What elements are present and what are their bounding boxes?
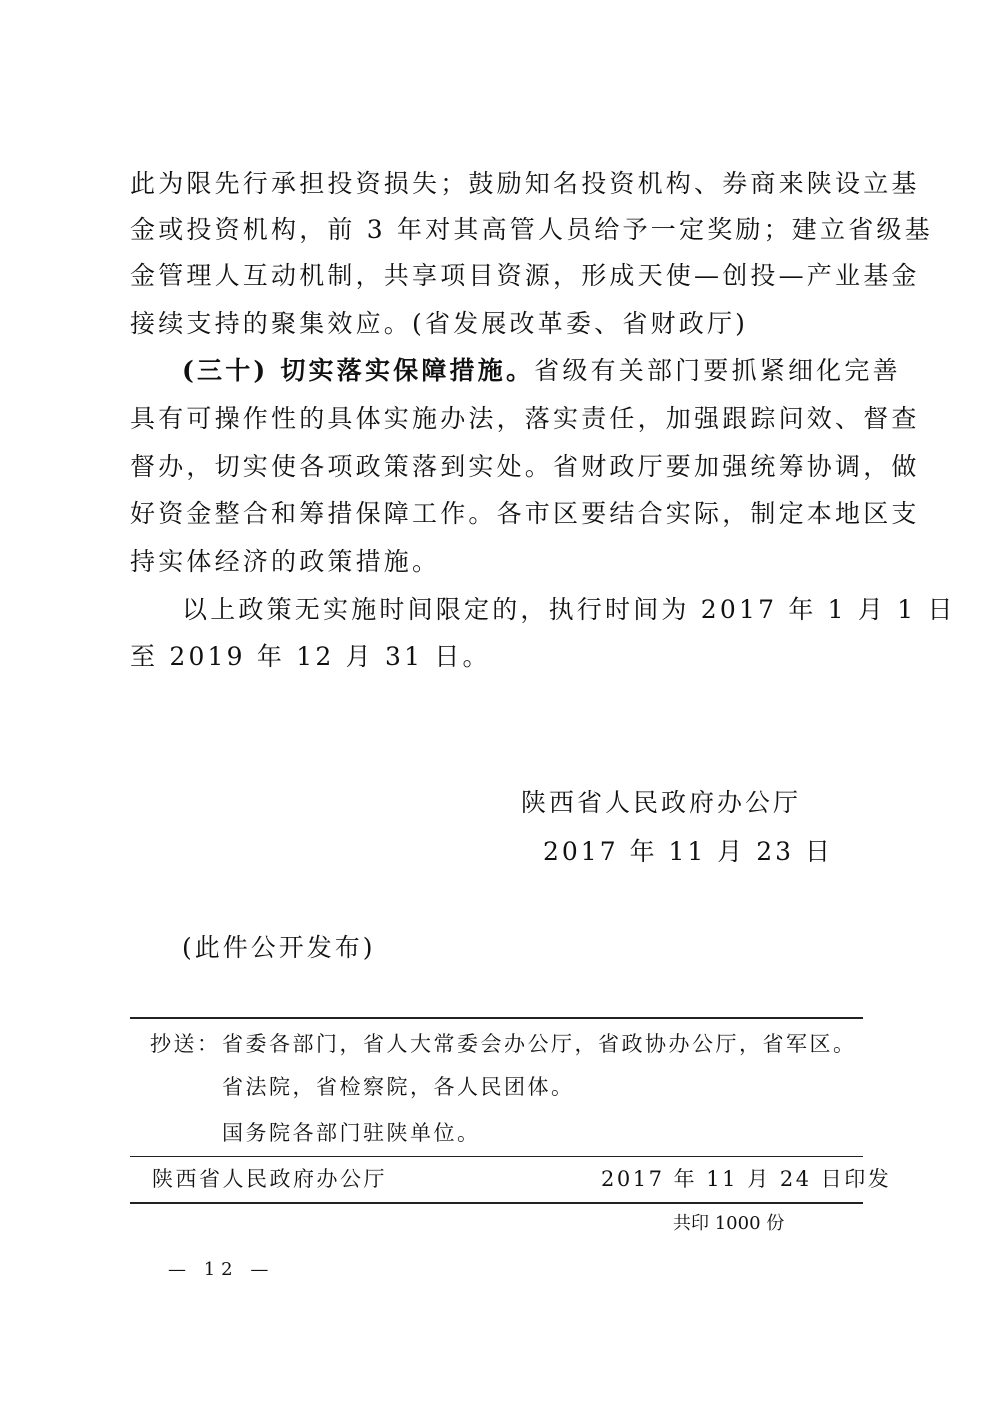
footer-copies: 共印 1000 份 [673,1213,785,1234]
section-30-line-4: 好资金整合和筹措保障工作。各市区要结合实际，制定本地区支 [130,499,920,528]
distribution-bottom-rule [130,1202,863,1204]
section-30-line-3: 督办，切实使各项政策落到实处。省财政厅要加强统筹协调，做 [130,452,920,481]
signature-issuer: 陕西省人民政府办公厅 [521,788,802,817]
publication-note: (此件公开发布) [182,933,376,962]
section-30-first-line [182,353,901,389]
body-line-2: 金或投资机构，前 3 年对其高管人员给予一定奖励；建立省级基 [130,215,933,244]
distribution-line-2: 省法院，省检察院，各人民团体。 [222,1075,575,1099]
distribution-line-3: 国务院各部门驻陕单位。 [222,1121,481,1145]
closing-line-2: 至 2019 年 12 月 31 日。 [130,642,491,671]
section-30-line-5: 持实体经济的政策措施。 [130,547,441,576]
body-line-3: 金管理人互动机制，共享项目资源，形成天使—创投—产业基金 [130,261,920,290]
distribution-top-rule [130,1017,863,1019]
distribution-middle-rule [130,1156,863,1157]
closing-line-1: 以上政策无实施时间限定的，执行时间为 2017 年 1 月 1 日 [182,595,956,624]
footer-print-date: 2017 年 11 月 24 日印发 [601,1167,892,1191]
distribution-label: 抄送： [150,1032,221,1056]
page-number: — 12 — [168,1259,275,1280]
body-line-4: 接续支持的聚集效应。(省发展改革委、省财政厅) [130,309,749,338]
section-30-first-text: 省级有关部门要抓紧细化完善 [534,356,901,385]
section-30-line-2: 具有可操作性的具体实施办法，落实责任，加强跟踪问效、督查 [130,404,920,433]
signature-date: 2017 年 11 月 23 日 [543,837,833,866]
section-30-heading: (三十) 切实落实保障措施。 [182,356,535,385]
distribution-line-1: 省委各部门，省人大常委会办公厅，省政协办公厅，省军区。 [222,1032,857,1056]
body-line-1: 此为限先行承担投资损失；鼓励知名投资机构、券商来陕设立基 [130,169,920,198]
footer-office: 陕西省人民政府办公厅 [152,1167,387,1191]
